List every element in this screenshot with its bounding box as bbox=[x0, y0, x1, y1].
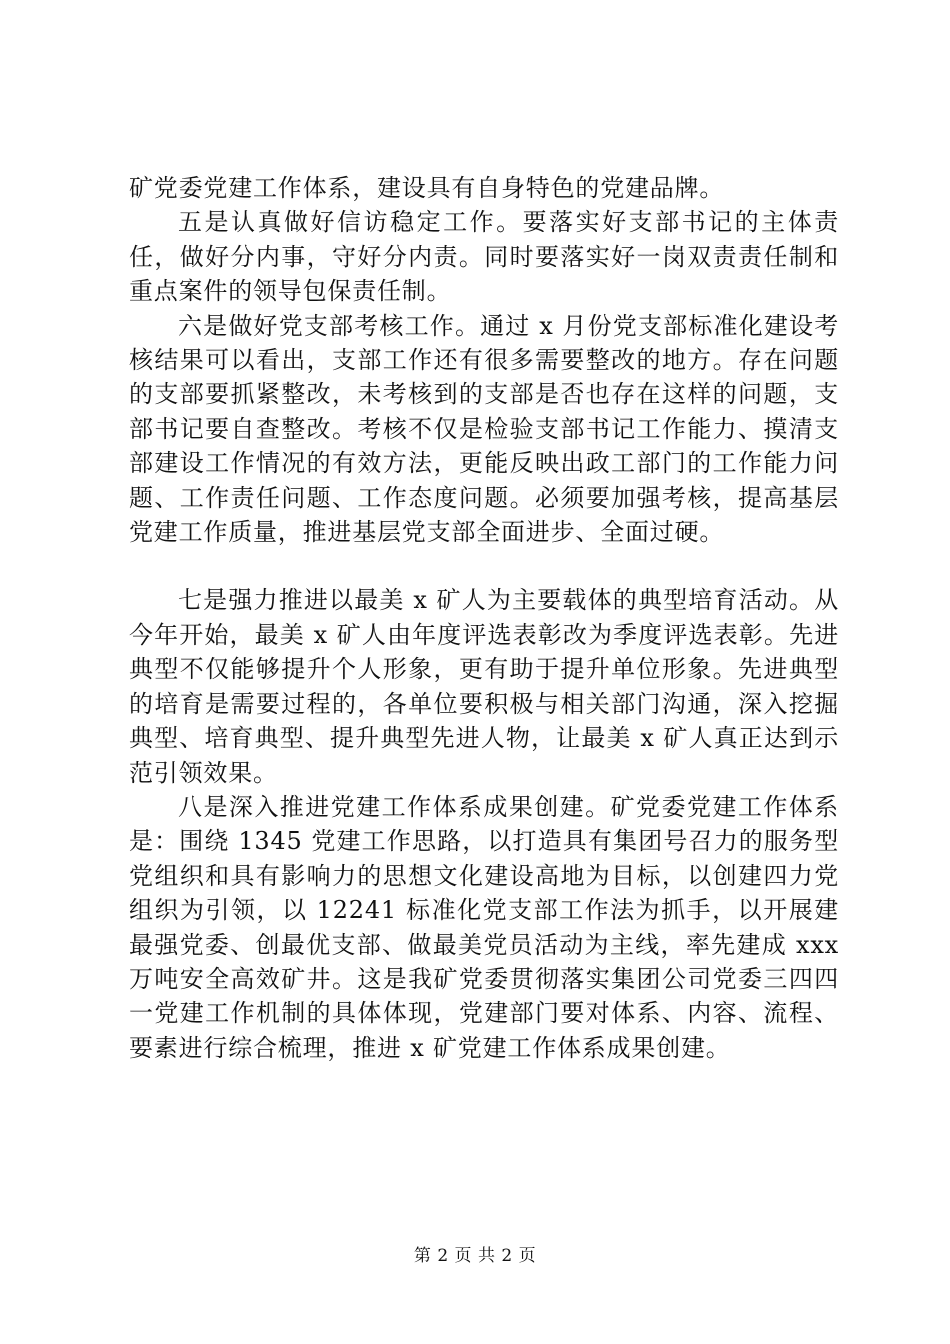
paragraph-item-7: 七是强力推进以最美 x 矿人为主要载体的典型培育活动。从今年开始，最美 x 矿人由年度评选表彰改为季度评选表彰。先进典型不仅能够提升个人形象，更有助于提升单位形象。先进典型的培育是需要过程的，各单位要积极与相关部门沟通，深入挖掘典型、培育典型、提升典型先进人物，让最美 x 矿人真正达到示范引领效果。 bbox=[129, 586, 839, 787]
paragraph-item-6: 六是做好党支部考核工作。通过 x 月份党支部标准化建设考核结果可以看出，支部工作还有很多需要整改的地方。存在问题的支部要抓紧整改，未考核到的支部是否也存在这样的问题，支部书记要自查整改。考核不仅是检验支部书记工作能力、摸清支部建设工作情况的有效方法，更能反映出政工部门的工作能力问题、工作责任问题、工作态度问题。必须要加强考核，提高基层党建工作质量，推进基层党支部全面进步、全面过硬。 bbox=[129, 311, 839, 547]
paragraph-item-8: 八是深入推进党建工作体系成果创建。矿党委党建工作体系是：围绕 1345 党建工作思路，以打造具有集团号召力的服务型党组织和具有影响力的思想文化建设高地为目标，以创建四力党组织为引领，以 12241 标准化党支部工作法为抓手，以开展建最强党委、创最优支部、做最美党员活动为主线，率先建成 xxx 万吨安全高效矿井。这是我矿党委贯彻落实集团公司党委三四四一党建工作机制的具体体现，党建部门要对体系、内容、流程、要素进行综合梳理，推进 x 矿党建工作体系成果创建。 bbox=[129, 792, 839, 1062]
paragraph-continuation: 矿党委党建工作体系，建设具有自身特色的党建品牌。 bbox=[129, 174, 725, 202]
paragraph-item-5: 五是认真做好信访稳定工作。要落实好支部书记的主体责任，做好分内事，守好分内责。同时要落实好一岗双责责任制和重点案件的领导包保责任制。 bbox=[129, 208, 839, 306]
page-number-footer: 第 2 页 共 2 页 bbox=[413, 1246, 537, 1266]
document-body bbox=[129, 171, 839, 1065]
paragraph-gap bbox=[129, 549, 839, 583]
